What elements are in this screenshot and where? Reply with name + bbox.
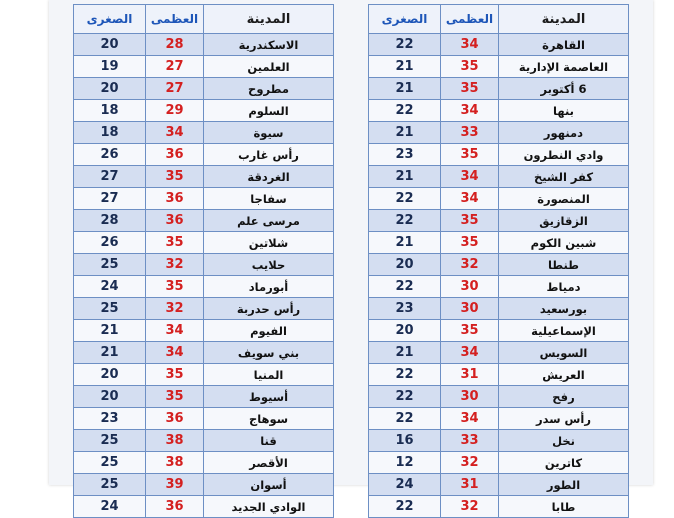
right-temperature-table xyxy=(368,4,629,518)
max-temp-cell: 36 xyxy=(146,408,204,430)
city-cell: وادي النطرون xyxy=(499,144,629,166)
min-temp-cell: 20 xyxy=(74,78,146,100)
min-temp-cell: 22 xyxy=(369,364,441,386)
city-cell: حلايب xyxy=(204,254,334,276)
city-cell: 6 أكتوبر xyxy=(499,78,629,100)
min-temp-cell: 25 xyxy=(74,430,146,452)
table-row xyxy=(369,430,629,452)
left-temperature-table xyxy=(73,4,334,518)
city-cell: دمياط xyxy=(499,276,629,298)
table-row xyxy=(369,276,629,298)
max-temp-cell: 36 xyxy=(146,496,204,518)
min-temp-cell: 21 xyxy=(369,232,441,254)
table-row xyxy=(369,34,629,56)
min-temp-cell: 23 xyxy=(369,298,441,320)
right-header-row xyxy=(369,5,629,34)
max-column-header: العظمى xyxy=(146,5,204,34)
min-temp-cell: 22 xyxy=(369,100,441,122)
min-temp-cell: 16 xyxy=(369,430,441,452)
min-temp-cell: 24 xyxy=(369,474,441,496)
city-cell: المنيا xyxy=(204,364,334,386)
city-cell: رأس غارب xyxy=(204,144,334,166)
city-cell: قنا xyxy=(204,430,334,452)
min-temp-cell: 27 xyxy=(74,166,146,188)
city-cell: دمنهور xyxy=(499,122,629,144)
min-temp-cell: 25 xyxy=(74,452,146,474)
min-temp-cell: 25 xyxy=(74,474,146,496)
table-row xyxy=(369,188,629,210)
min-temp-cell: 21 xyxy=(74,320,146,342)
max-temp-cell: 35 xyxy=(146,166,204,188)
max-temp-cell: 36 xyxy=(146,144,204,166)
table-row xyxy=(74,34,334,56)
max-temp-cell: 35 xyxy=(441,232,499,254)
max-temp-cell: 34 xyxy=(146,342,204,364)
min-temp-cell: 20 xyxy=(369,320,441,342)
city-cell: الطور xyxy=(499,474,629,496)
city-cell: المنصورة xyxy=(499,188,629,210)
max-temp-cell: 34 xyxy=(441,34,499,56)
city-cell: الغردقة xyxy=(204,166,334,188)
max-temp-cell: 33 xyxy=(441,122,499,144)
max-temp-cell: 32 xyxy=(146,254,204,276)
min-temp-cell: 22 xyxy=(369,496,441,518)
city-cell: الإسماعيلية xyxy=(499,320,629,342)
max-temp-cell: 27 xyxy=(146,56,204,78)
table-row xyxy=(74,78,334,100)
min-temp-cell: 20 xyxy=(74,34,146,56)
max-temp-cell: 29 xyxy=(146,100,204,122)
table-row xyxy=(74,144,334,166)
max-temp-cell: 31 xyxy=(441,474,499,496)
city-cell: الاسكندرية xyxy=(204,34,334,56)
city-cell: مطروح xyxy=(204,78,334,100)
max-temp-cell: 35 xyxy=(441,78,499,100)
table-row xyxy=(74,408,334,430)
city-cell: السلوم xyxy=(204,100,334,122)
table-row xyxy=(74,298,334,320)
max-temp-cell: 34 xyxy=(146,122,204,144)
table-row xyxy=(369,166,629,188)
table-row xyxy=(369,100,629,122)
max-temp-cell: 38 xyxy=(146,452,204,474)
min-temp-cell: 20 xyxy=(369,254,441,276)
max-temp-cell: 35 xyxy=(441,210,499,232)
min-temp-cell: 26 xyxy=(74,144,146,166)
table-row xyxy=(74,496,334,518)
table-row xyxy=(369,320,629,342)
min-temp-cell: 21 xyxy=(369,122,441,144)
min-temp-cell: 20 xyxy=(74,364,146,386)
city-cell: رفح xyxy=(499,386,629,408)
max-temp-cell: 32 xyxy=(441,452,499,474)
city-cell: بورسعيد xyxy=(499,298,629,320)
max-temp-cell: 28 xyxy=(146,34,204,56)
min-temp-cell: 25 xyxy=(74,254,146,276)
table-row xyxy=(74,100,334,122)
city-cell: رأس سدر xyxy=(499,408,629,430)
max-temp-cell: 34 xyxy=(146,320,204,342)
max-temp-cell: 35 xyxy=(441,320,499,342)
table-row xyxy=(369,254,629,276)
max-temp-cell: 34 xyxy=(441,100,499,122)
min-temp-cell: 24 xyxy=(74,276,146,298)
city-cell: الوادي الجديد xyxy=(204,496,334,518)
right-table-body xyxy=(369,34,629,518)
max-temp-cell: 32 xyxy=(146,298,204,320)
max-temp-cell: 35 xyxy=(441,144,499,166)
min-temp-cell: 18 xyxy=(74,122,146,144)
max-temp-cell: 33 xyxy=(441,430,499,452)
table-row xyxy=(369,342,629,364)
table-row xyxy=(369,56,629,78)
city-cell: بنها xyxy=(499,100,629,122)
min-temp-cell: 20 xyxy=(74,386,146,408)
table-row xyxy=(74,386,334,408)
max-temp-cell: 34 xyxy=(441,166,499,188)
max-temp-cell: 34 xyxy=(441,408,499,430)
table-row xyxy=(74,276,334,298)
city-cell: نخل xyxy=(499,430,629,452)
table-row xyxy=(369,78,629,100)
table-row xyxy=(74,188,334,210)
city-cell: سيوة xyxy=(204,122,334,144)
max-temp-cell: 35 xyxy=(146,232,204,254)
city-cell: أسوان xyxy=(204,474,334,496)
city-cell: شبين الكوم xyxy=(499,232,629,254)
table-row xyxy=(74,342,334,364)
table-row xyxy=(74,320,334,342)
table-row xyxy=(369,452,629,474)
table-row xyxy=(74,232,334,254)
city-cell: القاهرة xyxy=(499,34,629,56)
min-temp-cell: 22 xyxy=(369,386,441,408)
table-row xyxy=(74,122,334,144)
min-temp-cell: 27 xyxy=(74,188,146,210)
max-temp-cell: 32 xyxy=(441,254,499,276)
city-cell: أسيوط xyxy=(204,386,334,408)
table-row xyxy=(74,430,334,452)
city-cell: الزقازيق xyxy=(499,210,629,232)
max-temp-cell: 34 xyxy=(441,342,499,364)
min-temp-cell: 23 xyxy=(369,144,441,166)
city-cell: شلاتين xyxy=(204,232,334,254)
min-temp-cell: 21 xyxy=(369,166,441,188)
table-row xyxy=(74,210,334,232)
table-row xyxy=(74,166,334,188)
min-temp-cell: 21 xyxy=(74,342,146,364)
min-temp-cell: 18 xyxy=(74,100,146,122)
min-column-header: الصغرى xyxy=(369,5,441,34)
min-temp-cell: 21 xyxy=(369,78,441,100)
min-temp-cell: 12 xyxy=(369,452,441,474)
left-table-body xyxy=(74,34,334,518)
min-temp-cell: 19 xyxy=(74,56,146,78)
max-temp-cell: 34 xyxy=(441,188,499,210)
min-column-header: الصغرى xyxy=(74,5,146,34)
city-cell: العريش xyxy=(499,364,629,386)
city-cell: السويس xyxy=(499,342,629,364)
city-column-header: المدينة xyxy=(204,5,334,34)
min-temp-cell: 21 xyxy=(369,56,441,78)
min-temp-cell: 28 xyxy=(74,210,146,232)
min-temp-cell: 22 xyxy=(369,34,441,56)
table-row xyxy=(74,56,334,78)
city-cell: العاصمة الإدارية xyxy=(499,56,629,78)
city-cell: كاترين xyxy=(499,452,629,474)
city-cell: طنطا xyxy=(499,254,629,276)
max-temp-cell: 38 xyxy=(146,430,204,452)
min-temp-cell: 26 xyxy=(74,232,146,254)
min-temp-cell: 23 xyxy=(74,408,146,430)
min-temp-cell: 22 xyxy=(369,188,441,210)
min-temp-cell: 22 xyxy=(369,276,441,298)
max-temp-cell: 35 xyxy=(146,364,204,386)
min-temp-cell: 25 xyxy=(74,298,146,320)
city-cell: سوهاج xyxy=(204,408,334,430)
table-row xyxy=(369,122,629,144)
max-temp-cell: 31 xyxy=(441,364,499,386)
table-row xyxy=(74,452,334,474)
city-cell: مرسى علم xyxy=(204,210,334,232)
table-row xyxy=(369,232,629,254)
min-temp-cell: 24 xyxy=(74,496,146,518)
min-temp-cell: 22 xyxy=(369,210,441,232)
table-row xyxy=(369,144,629,166)
max-temp-cell: 30 xyxy=(441,386,499,408)
max-temp-cell: 30 xyxy=(441,298,499,320)
table-row xyxy=(369,386,629,408)
min-temp-cell: 21 xyxy=(369,342,441,364)
max-temp-cell: 27 xyxy=(146,78,204,100)
table-row xyxy=(369,210,629,232)
max-temp-cell: 35 xyxy=(146,386,204,408)
table-row xyxy=(369,496,629,518)
city-cell: كفر الشيخ xyxy=(499,166,629,188)
max-temp-cell: 36 xyxy=(146,188,204,210)
max-temp-cell: 36 xyxy=(146,210,204,232)
min-temp-cell: 22 xyxy=(369,408,441,430)
max-temp-cell: 39 xyxy=(146,474,204,496)
city-cell: الأقصر xyxy=(204,452,334,474)
city-cell: طابا xyxy=(499,496,629,518)
table-row xyxy=(369,408,629,430)
city-cell: رأس حدربة xyxy=(204,298,334,320)
max-temp-cell: 30 xyxy=(441,276,499,298)
max-temp-cell: 35 xyxy=(146,276,204,298)
table-row xyxy=(369,364,629,386)
city-cell: أبورماد xyxy=(204,276,334,298)
max-temp-cell: 35 xyxy=(441,56,499,78)
city-cell: العلمين xyxy=(204,56,334,78)
city-cell: سفاجا xyxy=(204,188,334,210)
table-row xyxy=(369,298,629,320)
left-header-row xyxy=(74,5,334,34)
table-row xyxy=(74,364,334,386)
city-cell: الفيوم xyxy=(204,320,334,342)
max-column-header: العظمى xyxy=(441,5,499,34)
table-row xyxy=(74,254,334,276)
city-column-header: المدينة xyxy=(499,5,629,34)
max-temp-cell: 32 xyxy=(441,496,499,518)
city-cell: بني سويف xyxy=(204,342,334,364)
